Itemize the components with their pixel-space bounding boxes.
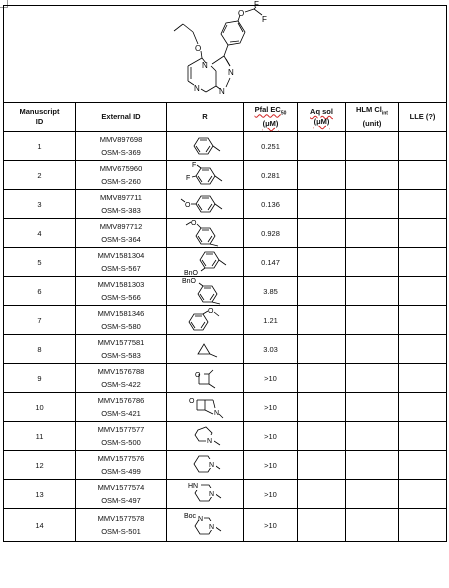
external-id-cell: MMV1577581 OSM-S-583 <box>76 335 167 364</box>
aq-sol-cell <box>298 422 346 451</box>
core-f1-label: F <box>254 0 259 9</box>
aq-sol-cell <box>298 306 346 335</box>
manuscript-id-cell: 5 <box>4 248 76 277</box>
core-f2-label: F <box>262 15 267 24</box>
aq-sol-cell <box>298 132 346 161</box>
r-group-cell <box>167 219 244 248</box>
spiro-o-label: O <box>189 398 195 405</box>
manuscript-id-cell: 10 <box>4 393 76 422</box>
aq-sol-cell <box>298 190 346 219</box>
core-scaffold-structure <box>150 0 300 100</box>
external-id-cell: MMV1581346 OSM-S-580 <box>76 306 167 335</box>
table-row <box>4 393 447 422</box>
r-4-benzyloxyphenyl-structure <box>175 277 235 305</box>
core-ether-o-label: O <box>195 44 202 53</box>
col-header-aq-sol: Aq sol (μM) <box>298 103 346 132</box>
pfal-ec50-cell: 1.21 <box>244 306 298 335</box>
boc-piperazine-n2-label: N <box>209 524 215 531</box>
manuscript-id-cell: 6 <box>4 277 76 306</box>
r-piperidinyl-structure <box>175 451 235 479</box>
col-header-pfal-ec50: Pfal $EC_{50}$ (μM) <box>244 103 298 132</box>
boc-piperazine-n1-label: N <box>198 516 204 523</box>
core-n-triazole-1-label: N <box>228 68 234 77</box>
oxetane-o-label: O <box>195 372 201 379</box>
methoxy-o-label: O <box>185 202 191 209</box>
methoxy-o-label: O <box>191 220 197 227</box>
aq-sol-cell <box>298 277 346 306</box>
hlm-clint-cell <box>346 277 399 306</box>
manuscript-id-cell: 8 <box>4 335 76 364</box>
r-group-cell <box>167 277 244 306</box>
pfal-ec50-cell: 0.928 <box>244 219 298 248</box>
lle-cell <box>399 480 447 509</box>
hlm-clint-cell <box>346 393 399 422</box>
col-header-r-group: R <box>167 103 244 132</box>
aq-sol-cell <box>298 335 346 364</box>
manuscript-id-cell: 12 <box>4 451 76 480</box>
table-row <box>4 161 447 190</box>
r-3-benzyloxyphenyl-structure <box>175 248 235 276</box>
aq-sol-cell <box>298 451 346 480</box>
r-group-cell <box>167 306 244 335</box>
aq-sol-cell <box>298 480 346 509</box>
spiro-n-label: N <box>214 410 220 417</box>
table-row <box>4 480 447 509</box>
external-id-cell: MMV1581303 OSM-S-566 <box>76 277 167 306</box>
table-row <box>4 219 447 248</box>
table-row <box>4 335 447 364</box>
core-n-ring-label: N <box>194 84 200 93</box>
manuscript-id-cell: 13 <box>4 480 76 509</box>
pfal-ec50-cell: >10 <box>244 480 298 509</box>
external-id-cell: MMV897712 OSM-S-364 <box>76 219 167 248</box>
hlm-clint-cell <box>346 364 399 393</box>
pfal-ec50-cell: >10 <box>244 509 298 542</box>
lle-cell <box>399 422 447 451</box>
lle-cell <box>399 509 447 542</box>
aq-sol-cell <box>298 509 346 542</box>
table-row <box>4 509 447 542</box>
table-row <box>4 190 447 219</box>
external-id-cell: MMV1577577 OSM-S-500 <box>76 422 167 451</box>
manuscript-id-cell: 2 <box>4 161 76 190</box>
pyrrolidine-n-label: N <box>207 438 213 445</box>
pfal-ec50-cell: >10 <box>244 422 298 451</box>
aq-sol-cell <box>298 219 346 248</box>
hlm-clint-cell <box>346 248 399 277</box>
core-n-bridge-label: N <box>202 61 208 70</box>
external-id-cell: MMV1577574 OSM-S-497 <box>76 480 167 509</box>
pfal-ec50-cell: >10 <box>244 364 298 393</box>
core-n-triazole-2-label: N <box>219 87 225 96</box>
lle-cell <box>399 277 447 306</box>
r-group-cell <box>167 480 244 509</box>
manuscript-id-cell: 4 <box>4 219 76 248</box>
aq-sol-cell <box>298 364 346 393</box>
hlm-clint-cell <box>346 509 399 542</box>
hlm-clint-cell <box>346 306 399 335</box>
benzyloxy-label: BnO <box>184 270 199 277</box>
hlm-clint-cell <box>346 219 399 248</box>
fluoro-label-1: F <box>192 162 197 169</box>
r-group-cell <box>167 364 244 393</box>
r-group-cell <box>167 161 244 190</box>
pfal-ec50-cell: 3.03 <box>244 335 298 364</box>
manuscript-id-cell: 3 <box>4 190 76 219</box>
r-cyclopropyl-structure <box>175 335 235 363</box>
r-3-methoxyphenyl-structure <box>175 190 235 218</box>
sar-table <box>3 0 447 542</box>
lle-cell <box>399 132 447 161</box>
r-phenoxymethyl-structure <box>175 306 235 334</box>
pfal-ec50-cell: >10 <box>244 393 298 422</box>
lle-cell <box>399 248 447 277</box>
table-row <box>4 422 447 451</box>
r-group-cell <box>167 509 244 542</box>
pfal-ec50-cell: 0.281 <box>244 161 298 190</box>
r-oxa-azaspiroheptane-structure <box>175 393 235 421</box>
fluoro-label-2: F <box>186 175 191 182</box>
piperazine-n-label: N <box>209 491 215 498</box>
manuscript-id-cell: 7 <box>4 306 76 335</box>
hlm-clint-cell <box>346 422 399 451</box>
r-group-cell <box>167 422 244 451</box>
pfal-ec50-cell: >10 <box>244 451 298 480</box>
r-4-methoxyphenyl-structure <box>175 219 235 247</box>
core-structure-row <box>4 6 447 103</box>
external-id-cell: MMV1581304 OSM-S-567 <box>76 248 167 277</box>
benzyloxy-label: BnO <box>182 278 197 285</box>
r-pyrrolidinyl-structure <box>175 422 235 450</box>
r-boc-piperazinyl-structure <box>175 510 235 540</box>
r-group-cell <box>167 190 244 219</box>
external-id-cell: MMV897711 OSM-S-383 <box>76 190 167 219</box>
external-id-cell: MMV897698 OSM-S-369 <box>76 132 167 161</box>
piperazine-nh-label: HN <box>188 483 199 490</box>
lle-cell <box>399 335 447 364</box>
pfal-ec50-cell: 3.85 <box>244 277 298 306</box>
core-ochf2-o-label: O <box>238 9 245 18</box>
pfal-ec50-cell: 0.136 <box>244 190 298 219</box>
r-group-cell <box>167 248 244 277</box>
lle-cell <box>399 161 447 190</box>
r-phenyl-structure <box>175 132 235 160</box>
lle-cell <box>399 393 447 422</box>
table-row <box>4 306 447 335</box>
manuscript-id-cell: 1 <box>4 132 76 161</box>
table-row <box>4 132 447 161</box>
aq-sol-cell <box>298 248 346 277</box>
aq-sol-cell <box>298 393 346 422</box>
external-id-cell: MMV1577578 OSM-S-501 <box>76 509 167 542</box>
col-header-lle: LLE (?) <box>399 103 447 132</box>
piperidine-n-label: N <box>209 462 215 469</box>
r-group-cell <box>167 132 244 161</box>
r-group-cell <box>167 451 244 480</box>
lle-cell <box>399 190 447 219</box>
lle-cell <box>399 219 447 248</box>
lle-cell <box>399 364 447 393</box>
core-structure-cell <box>4 0 447 103</box>
hlm-clint-cell <box>346 161 399 190</box>
hlm-clint-cell <box>346 132 399 161</box>
col-header-manuscript-id: Manuscript ID <box>4 103 76 132</box>
manuscript-id-cell: 11 <box>4 422 76 451</box>
table-row <box>4 248 447 277</box>
pfal-ec50-cell: 0.251 <box>244 132 298 161</box>
external-id-cell: MMV1576788 OSM-S-422 <box>76 364 167 393</box>
aq-sol-cell <box>298 161 346 190</box>
pfal-ec50-cell: 0.147 <box>244 248 298 277</box>
column-header-row <box>4 103 447 132</box>
r-piperazinyl-structure <box>175 480 235 508</box>
table-row <box>4 364 447 393</box>
manuscript-id-cell: 14 <box>4 509 76 542</box>
r-difluorophenyl-structure <box>175 161 235 189</box>
table-row <box>4 451 447 480</box>
external-id-cell: MMV1576786 OSM-S-421 <box>76 393 167 422</box>
hlm-clint-cell <box>346 451 399 480</box>
col-header-hlm-clint: HLM $Cl_{int}$ (unit) <box>346 103 399 132</box>
lle-cell <box>399 451 447 480</box>
manuscript-id-cell: 9 <box>4 364 76 393</box>
hlm-clint-cell <box>346 190 399 219</box>
external-id-cell: MMV1577576 OSM-S-499 <box>76 451 167 480</box>
boc-label: Boc <box>184 513 197 520</box>
phenoxy-o-label: O <box>208 308 214 315</box>
table-row <box>4 277 447 306</box>
r-group-cell <box>167 393 244 422</box>
col-header-external-id: External ID <box>76 103 167 132</box>
hlm-clint-cell <box>346 480 399 509</box>
hlm-clint-cell <box>346 335 399 364</box>
external-id-cell: MMV675960 OSM-S-260 <box>76 161 167 190</box>
r-group-cell <box>167 335 244 364</box>
r-oxetanyl-structure <box>175 364 235 392</box>
lle-cell <box>399 306 447 335</box>
